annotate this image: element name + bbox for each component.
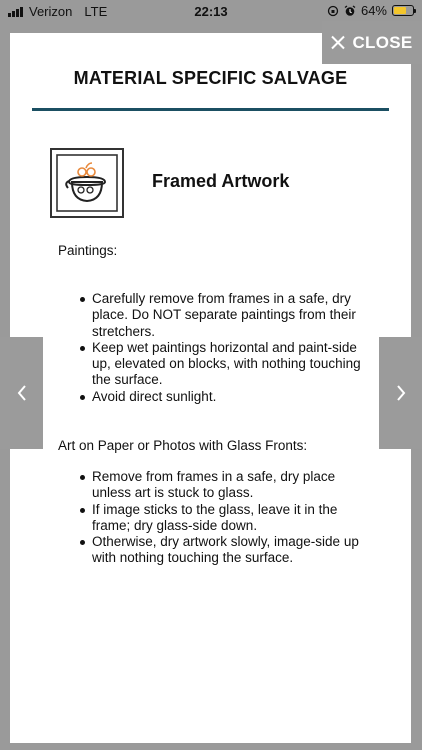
list-item: Avoid direct sunlight.: [80, 389, 370, 405]
alarm-icon: [344, 5, 356, 17]
list-item: Carefully remove from frames in a safe, dry place. Do NOT separate paintings from their stretchers.: [80, 291, 370, 340]
list-item: If image sticks to the glass, leave it in the frame; dry glass-side down.: [80, 502, 370, 535]
battery-icon: [392, 5, 414, 16]
close-icon: [331, 36, 344, 49]
list-item: Otherwise, dry artwork slowly, image-side up with nothing touching the surface.: [80, 534, 370, 567]
paper-photos-list: [80, 469, 370, 567]
page-title: MATERIAL SPECIFIC SALVAGE: [73, 68, 348, 88]
group-heading-paintings: Paintings:: [58, 243, 118, 258]
status-bar: [0, 0, 422, 22]
chevron-right-icon: [395, 384, 407, 402]
status-time: 22:13: [194, 4, 228, 19]
section-title: Framed Artwork: [152, 171, 290, 191]
battery-percent: 64%: [360, 3, 387, 18]
network-type: LTE: [84, 4, 108, 19]
orientation-lock-icon: [327, 5, 339, 17]
carrier-name: Verizon: [29, 4, 73, 19]
previous-page-button[interactable]: [0, 337, 43, 449]
salvage-card: [10, 33, 411, 743]
next-page-button[interactable]: [379, 337, 422, 449]
title-divider: [32, 108, 389, 111]
list-item: Remove from frames in a safe, dry place unless art is stuck to glass.: [80, 469, 370, 502]
paintings-list: [80, 291, 370, 405]
chevron-left-icon: [16, 384, 28, 402]
list-item: Keep wet paintings horizontal and paint-side up, elevated on blocks, with nothing touching the surface.: [80, 340, 370, 389]
close-button[interactable]: [322, 21, 422, 64]
status-right: [327, 3, 414, 18]
group-heading-paper-photos: Art on Paper or Photos with Glass Fronts:: [58, 438, 308, 453]
framed-pot-icon: [50, 148, 124, 218]
close-label: CLOSE: [352, 32, 413, 52]
